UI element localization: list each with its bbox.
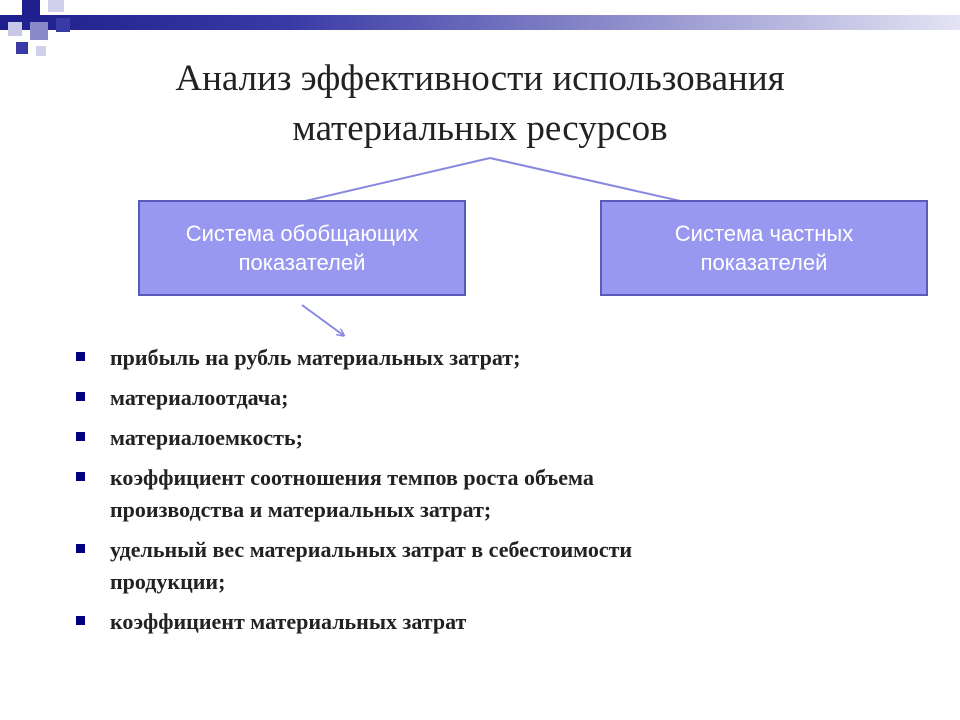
- list-item: [76, 342, 636, 374]
- list-item-text: материалоемкость;: [110, 425, 303, 450]
- square-bullet-icon: [76, 352, 85, 361]
- box-line: Система обобщающих: [185, 221, 419, 246]
- arrow-to-bullet-list: [302, 305, 343, 335]
- box-line: показателей: [238, 250, 366, 275]
- list-item: [76, 422, 636, 454]
- indicators-list: [76, 342, 636, 646]
- list-item-text: прибыль на рубль материальных затрат;: [110, 345, 521, 370]
- partial-indicators-box: [600, 200, 928, 296]
- title-line: материальных ресурсов: [292, 108, 668, 149]
- square-bullet-icon: [76, 432, 85, 441]
- list-item-text: коэффициент соотношения темпов роста объема производства и материальных затрат;: [110, 465, 594, 522]
- title-line: Анализ эффективности использования: [175, 58, 785, 99]
- square-bullet-icon: [76, 472, 85, 481]
- square-bullet-icon: [76, 544, 85, 553]
- general-indicators-box: [138, 200, 466, 296]
- list-item-text: удельный вес материальных затрат в себестоимости продукции;: [110, 537, 633, 594]
- square-bullet-icon: [76, 392, 85, 401]
- box-line: показателей: [700, 250, 828, 275]
- box-line: Система частных: [674, 221, 854, 246]
- list-item: [76, 534, 636, 598]
- list-item: [76, 606, 636, 638]
- list-item: [76, 382, 636, 414]
- list-item-text: материалоотдача;: [110, 385, 289, 410]
- list-item-text: коэффициент материальных затрат: [110, 609, 467, 634]
- list-item: [76, 462, 636, 526]
- square-bullet-icon: [76, 616, 85, 625]
